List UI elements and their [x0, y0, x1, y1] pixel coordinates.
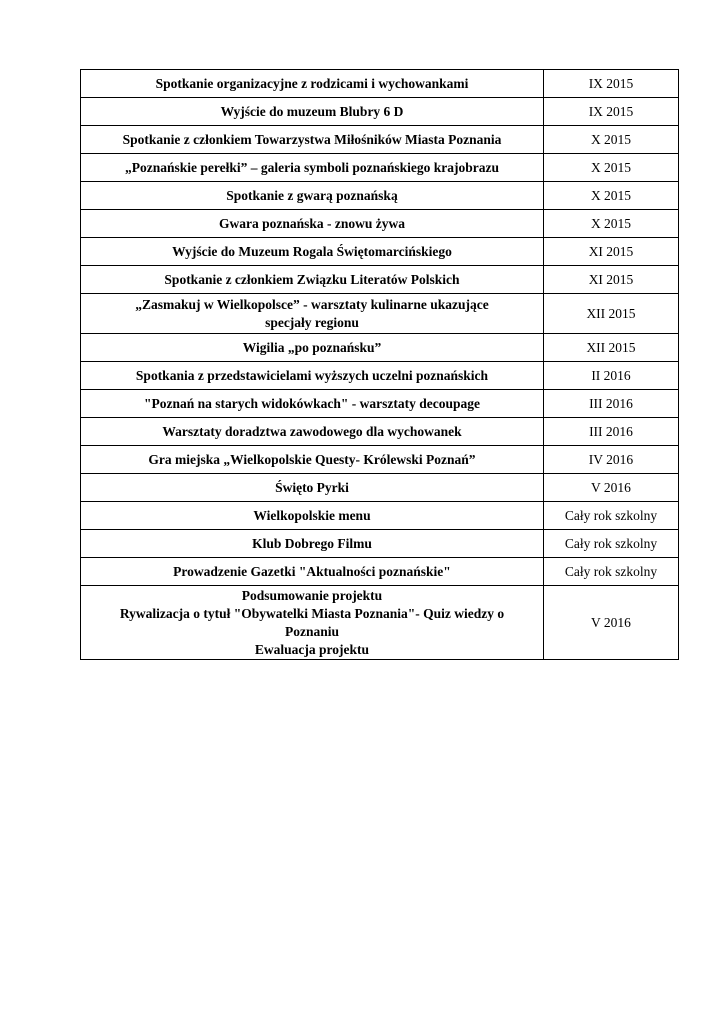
event-text: Wigilia „po poznańsku” [242, 339, 382, 355]
event-cell [81, 154, 544, 182]
event-text: Prowadzenie Gazetki "Aktualności poznańskie" [173, 563, 451, 579]
table-row [81, 238, 679, 266]
schedule-table [80, 69, 679, 660]
event-cell [81, 530, 544, 558]
date-cell: X 2015 [544, 210, 679, 238]
event-text: Spotkanie z członkiem Towarzystwa Miłośników Miasta Poznania [122, 131, 502, 147]
table-row [81, 154, 679, 182]
event-text: Klub Dobrego Filmu [252, 535, 372, 551]
date-cell: IX 2015 [544, 98, 679, 126]
date-cell: II 2016 [544, 362, 679, 390]
event-text: Rywalizacja o tytuł "Obywatelki Miasta Poznania"- Quiz wiedzy o [119, 605, 505, 621]
event-text: Gwara poznańska - znowu żywa [218, 215, 405, 231]
event-text: Spotkanie z gwarą poznańską [226, 187, 398, 203]
event-text: Spotkanie z członkiem Związku Literatów Polskich [164, 271, 460, 287]
table-row [81, 530, 679, 558]
date-cell: X 2015 [544, 182, 679, 210]
table-row [81, 558, 679, 586]
event-text: Ewaluacja projektu [254, 641, 370, 657]
event-text: Wyjście do muzeum Blubry 6 D [220, 103, 404, 119]
event-cell [81, 210, 544, 238]
date-cell: XI 2015 [544, 266, 679, 294]
event-text: „Poznańskie perełki” – galeria symboli poznańskiego krajobrazu [124, 159, 500, 175]
event-text: Wielkopolskie menu [253, 507, 371, 523]
table-row [81, 390, 679, 418]
table-row [81, 586, 679, 660]
date-cell: Cały rok szkolny [544, 530, 679, 558]
event-cell [81, 70, 544, 98]
event-cell [81, 266, 544, 294]
event-text: Spotkania z przedstawicielami wyższych uczelni poznańskich [135, 367, 489, 383]
event-cell [81, 98, 544, 126]
event-cell [81, 334, 544, 362]
event-cell [81, 294, 544, 334]
event-text: Gra miejska „Wielkopolskie Questy- Królewski Poznań” [148, 451, 476, 467]
event-cell [81, 474, 544, 502]
event-text: Podsumowanie projektu [241, 587, 383, 603]
date-cell: IV 2016 [544, 446, 679, 474]
table-row [81, 182, 679, 210]
table-row [81, 474, 679, 502]
event-cell [81, 418, 544, 446]
date-cell: III 2016 [544, 418, 679, 446]
schedule-table-body [81, 70, 679, 660]
date-cell: X 2015 [544, 154, 679, 182]
date-cell: V 2016 [544, 586, 679, 660]
date-cell: Cały rok szkolny [544, 558, 679, 586]
table-row [81, 266, 679, 294]
event-text: "Poznań na starych widokówkach" - warsztaty decoupage [144, 395, 480, 411]
event-text: Wyjście do Muzeum Rogala Świętomarcińskiego [172, 243, 452, 259]
table-row [81, 446, 679, 474]
table-row [81, 126, 679, 154]
date-cell: V 2016 [544, 474, 679, 502]
date-cell: III 2016 [544, 390, 679, 418]
table-row [81, 502, 679, 530]
event-text: Święto Pyrki [275, 479, 349, 495]
table-row [81, 210, 679, 238]
event-cell [81, 362, 544, 390]
event-cell [81, 586, 544, 660]
event-cell [81, 558, 544, 586]
date-cell: XII 2015 [544, 294, 679, 334]
table-row [81, 294, 679, 334]
event-text: „Zasmakuj w Wielkopolsce” - warsztaty kulinarne ukazujące [135, 296, 489, 312]
event-text: Warsztaty doradztwa zawodowego dla wychowanek [162, 423, 462, 439]
event-cell [81, 446, 544, 474]
date-cell: Cały rok szkolny [544, 502, 679, 530]
table-row [81, 362, 679, 390]
table-row [81, 418, 679, 446]
event-text: Poznaniu [284, 623, 339, 639]
table-row [81, 98, 679, 126]
event-cell [81, 390, 544, 418]
event-text: specjały regionu [265, 314, 359, 330]
event-cell [81, 126, 544, 154]
event-cell [81, 502, 544, 530]
date-cell: XI 2015 [544, 238, 679, 266]
event-cell [81, 182, 544, 210]
event-text: Spotkanie organizacyjne z rodzicami i wychowankami [155, 75, 469, 91]
table-row [81, 70, 679, 98]
date-cell: XII 2015 [544, 334, 679, 362]
date-cell: X 2015 [544, 126, 679, 154]
table-row [81, 334, 679, 362]
event-cell [81, 238, 544, 266]
date-cell: IX 2015 [544, 70, 679, 98]
